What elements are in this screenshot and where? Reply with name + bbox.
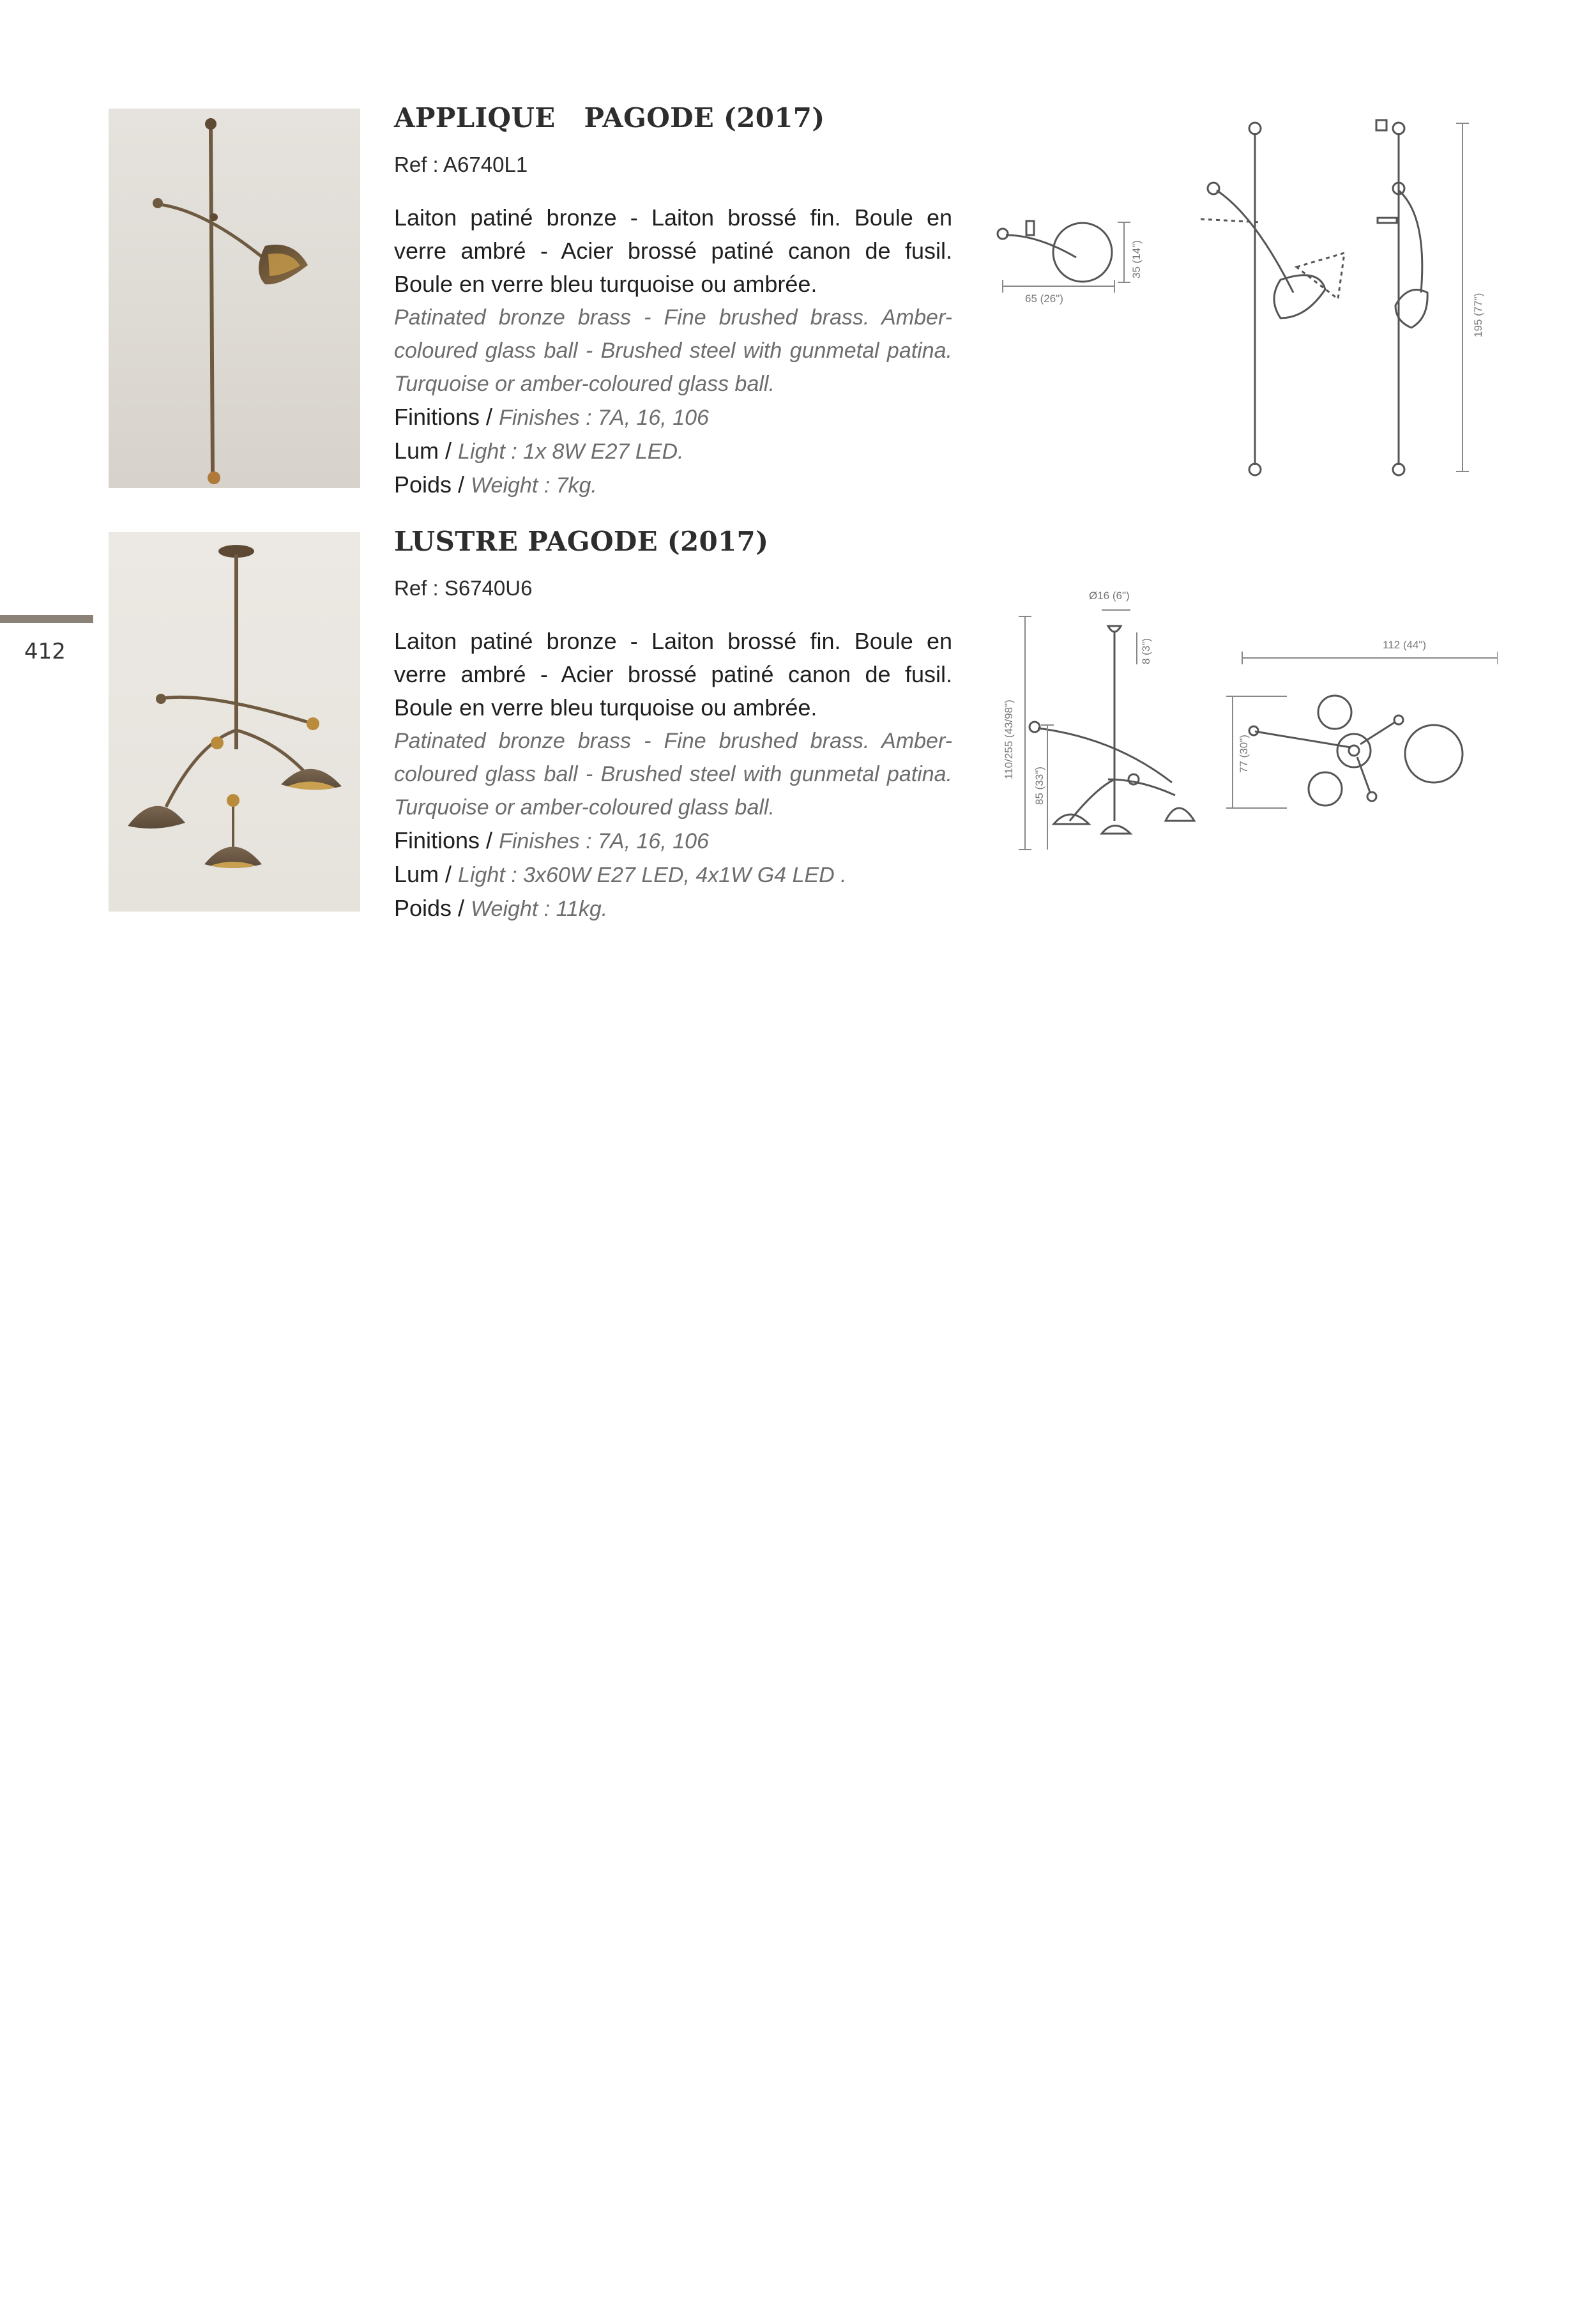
dimension-height-total: 110/255 (43/98") (1003, 699, 1015, 779)
dimension-canopy: Ø16 (6") (1089, 590, 1130, 602)
description-en: Patinated bronze brass - Fine brushed brass. Amber-coloured glass ball - Brushed steel with gunmetal patina. Turquoise or amber-coloured glass ball. (394, 729, 952, 820)
dimension-height-small: 35 (14") (1130, 240, 1143, 279)
spec-label: Finitions / (394, 404, 499, 430)
spec-value: Light : 1x 8W E27 LED. (458, 439, 684, 464)
product-title: LUSTRE PAGODE (2017) (394, 526, 769, 557)
spec-value: Light : 3x60W E27 LED, 4x1W G4 LED . (458, 863, 847, 887)
product-info-applique (394, 102, 952, 502)
description-en: Patinated bronze brass - Fine brushed brass. Amber-coloured glass ball - Brushed steel with gunmetal patina. Turquoise or amber-coloured glass ball. (394, 305, 952, 396)
description-fr: Laiton patiné bronze - Laiton brossé fin. Boule en verre ambré - Acier brossé patiné canon de fusil. Boule en verre bleu turquoise ou ambrée. (394, 204, 952, 297)
spec-label: Lum / (394, 861, 459, 887)
lustre-line-drawing (987, 569, 1498, 875)
lustre-photo-illustration (109, 532, 360, 912)
spec-value: Finishes : 7A, 16, 106 (499, 829, 709, 853)
product-ref: Ref : A6740L1 (394, 153, 528, 176)
spec-weight (394, 892, 952, 926)
spec-weight (394, 468, 952, 502)
dimension-height-total: 195 (77") (1472, 293, 1484, 337)
spec-label: Finitions / (394, 827, 499, 853)
dimension-canopy-height: 8 (3") (1140, 638, 1152, 664)
spec-finishes (394, 824, 952, 858)
dimension-width: 112 (44") (1383, 639, 1427, 651)
product-info-lustre (394, 526, 952, 926)
spec-light (394, 858, 952, 892)
spec-label: Poids / (394, 471, 471, 498)
technical-drawing-lustre (987, 569, 1498, 875)
spec-finishes (394, 401, 952, 434)
technical-drawing-applique (987, 107, 1498, 491)
product-photo-applique (109, 109, 360, 488)
product-title: APPLIQUE PAGODE (2017) (394, 102, 825, 134)
description-fr: Laiton patiné bronze - Laiton brossé fin. Boule en verre ambré - Acier brossé patiné canon de fusil. Boule en verre bleu turquoise ou ambrée. (394, 628, 952, 721)
spec-label: Lum / (394, 438, 459, 464)
page-marker-bar (0, 615, 93, 623)
spec-value: Finishes : 7A, 16, 106 (499, 406, 709, 430)
applique-line-drawing (987, 107, 1498, 491)
applique-photo-illustration (109, 109, 360, 488)
dimension-depth: 77 (30") (1238, 735, 1250, 773)
dimension-depth: 65 (26") (1025, 293, 1063, 305)
product-ref: Ref : S6740U6 (394, 576, 533, 600)
product-photo-lustre (109, 532, 360, 912)
spec-value: Weight : 7kg. (471, 473, 597, 498)
page-number: 412 (24, 639, 66, 664)
spec-label: Poids / (394, 895, 471, 921)
spec-value: Weight : 11kg. (471, 897, 608, 921)
dimension-height-body: 85 (33") (1033, 767, 1045, 805)
spec-light (394, 434, 952, 468)
